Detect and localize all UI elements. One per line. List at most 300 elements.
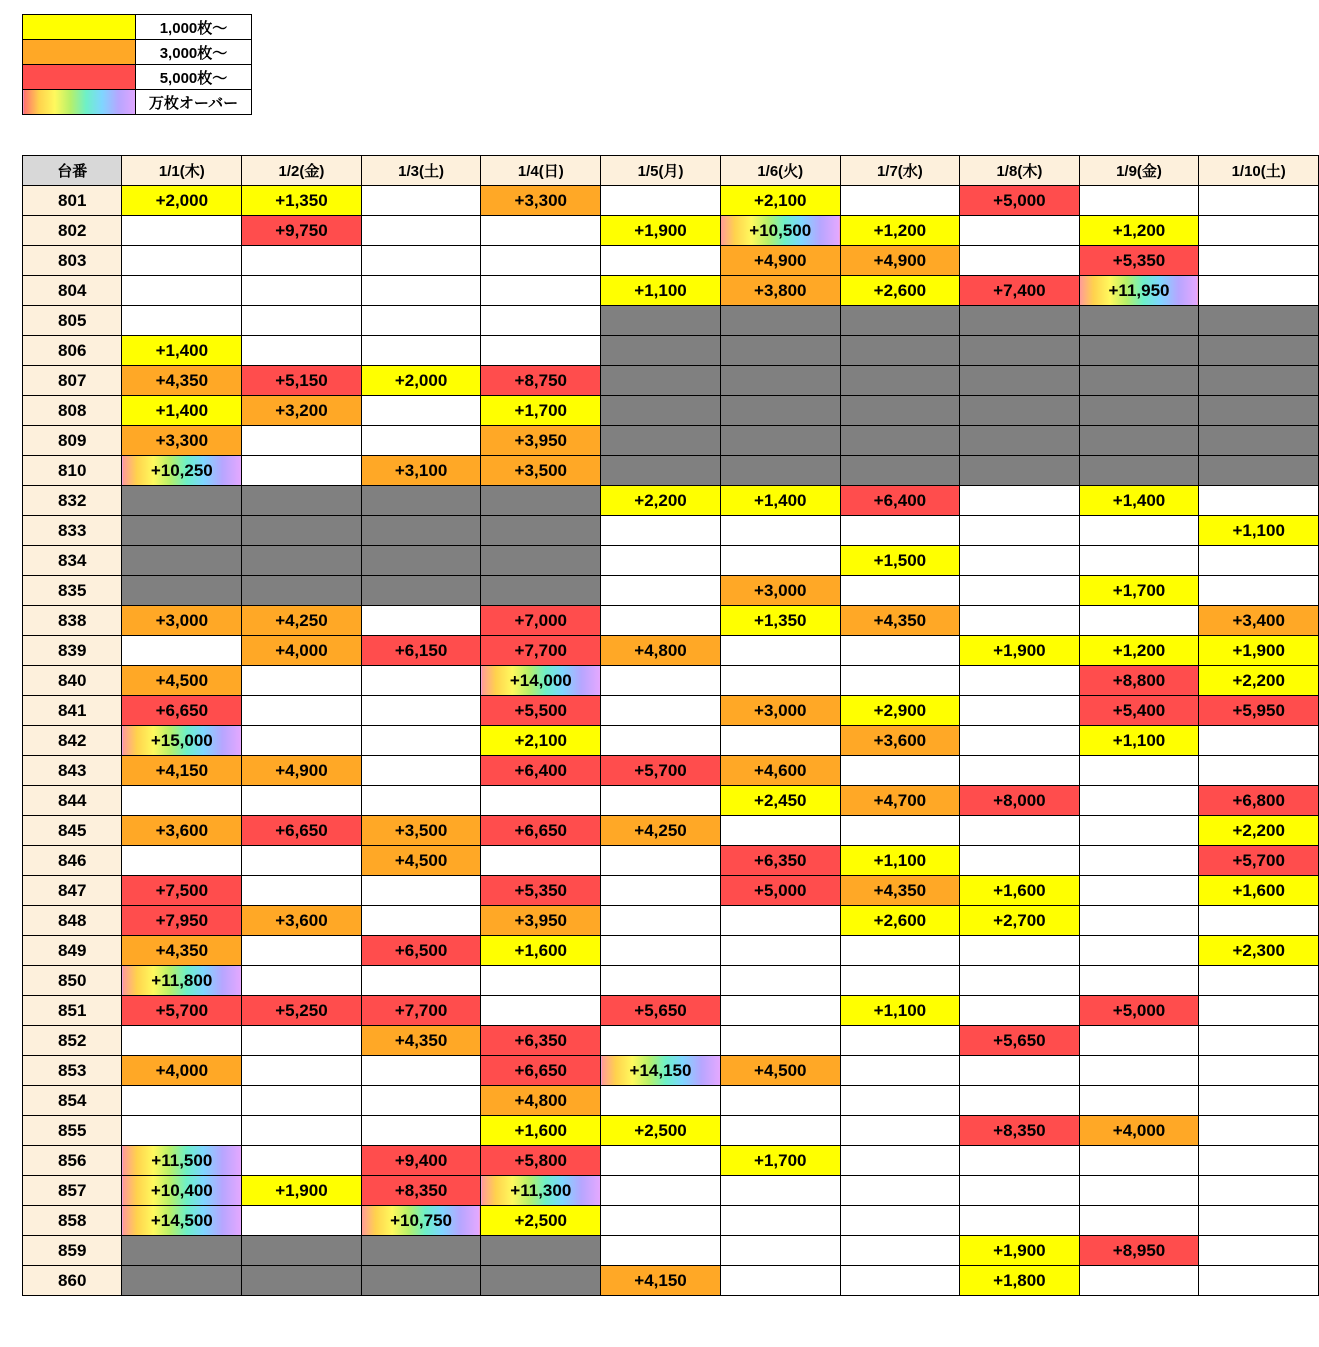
- payout-cell: [1079, 396, 1199, 426]
- payout-cell: [840, 996, 960, 1026]
- payout-cell: [720, 366, 840, 396]
- payout-cell: [1079, 426, 1199, 456]
- payout-value: +8,950: [1112, 1241, 1166, 1260]
- payout-cell: [720, 1026, 840, 1056]
- payout-cell: [481, 666, 601, 696]
- payout-cell: [840, 936, 960, 966]
- payout-cell: [960, 516, 1080, 546]
- payout-value: +1,900: [993, 1241, 1046, 1260]
- payout-cell: [242, 1266, 362, 1296]
- payout-cell: [361, 1146, 481, 1176]
- payout-value: +1,900: [634, 221, 687, 240]
- legend-label: 1,000枚～: [136, 15, 252, 40]
- payout-cell: [960, 456, 1080, 486]
- payout-value: +4,900: [754, 251, 807, 270]
- payout-value: +3,600: [873, 731, 927, 750]
- payout-cell: [840, 636, 960, 666]
- machine-number-cell: 852: [23, 1026, 122, 1056]
- payout-cell: [1079, 216, 1199, 246]
- payout-value: +1,700: [754, 1151, 807, 1170]
- payout-value: +11,300: [510, 1181, 572, 1200]
- payout-value: +5,250: [275, 1001, 328, 1020]
- payout-cell: [481, 336, 601, 366]
- column-header-day-2: 1/2(金): [242, 156, 362, 186]
- payout-value: +3,600: [155, 821, 209, 840]
- payout-cell: [242, 216, 362, 246]
- table-row: [23, 846, 1319, 876]
- payout-value: +6,350: [754, 851, 807, 870]
- table-row: [23, 1236, 1319, 1266]
- payout-cell: [960, 1026, 1080, 1056]
- payout-cell: [1079, 936, 1199, 966]
- payout-cell: [1079, 606, 1199, 636]
- payout-cell: [1079, 1176, 1199, 1206]
- payout-cell: [481, 1056, 601, 1086]
- payout-cell: [601, 246, 721, 276]
- payout-cell: [242, 906, 362, 936]
- payout-cell: [840, 966, 960, 996]
- payout-cell: [122, 1146, 242, 1176]
- payout-cell: [361, 666, 481, 696]
- payout-cell: [361, 336, 481, 366]
- payout-cell: [601, 906, 721, 936]
- payout-cell: [361, 816, 481, 846]
- payout-value: +1,600: [1232, 881, 1285, 900]
- payout-value: +4,350: [873, 881, 927, 900]
- payout-cell: [1079, 1206, 1199, 1236]
- machine-number-cell: 839: [23, 636, 122, 666]
- payout-cell: [960, 486, 1080, 516]
- payout-cell: [361, 726, 481, 756]
- payout-cell: [481, 1176, 601, 1206]
- payout-cell: [601, 996, 721, 1026]
- payout-cell: [1199, 996, 1319, 1026]
- payout-cell: [481, 1146, 601, 1176]
- table-row: [23, 1266, 1319, 1296]
- payout-value: +11,950: [1108, 281, 1170, 300]
- payout-cell: [720, 576, 840, 606]
- payout-cell: [720, 486, 840, 516]
- payout-cell: [720, 876, 840, 906]
- payout-cell: [840, 546, 960, 576]
- payout-value: +8,350: [394, 1181, 448, 1200]
- payout-cell: [481, 786, 601, 816]
- table-row: [23, 666, 1319, 696]
- payout-cell: [1079, 786, 1199, 816]
- payout-value: +3,000: [754, 701, 807, 720]
- payout-cell: [1199, 486, 1319, 516]
- payout-cell: [1199, 396, 1319, 426]
- payout-cell: [1199, 1026, 1319, 1056]
- payout-cell: [601, 1266, 721, 1296]
- payout-cell: [840, 786, 960, 816]
- column-header-day-9: 1/9(金): [1079, 156, 1199, 186]
- payout-cell: [481, 726, 601, 756]
- payout-cell: [720, 456, 840, 486]
- payout-value: +8,800: [1112, 671, 1166, 690]
- payout-cell: [1199, 1056, 1319, 1086]
- payout-cell: [601, 546, 721, 576]
- payout-cell: [242, 936, 362, 966]
- payout-cell: [840, 1146, 960, 1176]
- payout-value: +1,350: [275, 191, 328, 210]
- payout-cell: [1199, 726, 1319, 756]
- payout-cell: [960, 666, 1080, 696]
- table-header-row: [23, 156, 1319, 186]
- payout-cell: [1199, 186, 1319, 216]
- payout-value: +1,200: [1112, 221, 1166, 240]
- machine-number-cell: 805: [23, 306, 122, 336]
- payout-value: +6,400: [514, 761, 568, 780]
- payout-cell: [1199, 636, 1319, 666]
- payout-cell: [840, 726, 960, 756]
- payout-cell: [601, 366, 721, 396]
- table-row: [23, 1086, 1319, 1116]
- payout-cell: [361, 1176, 481, 1206]
- payout-cell: [361, 906, 481, 936]
- payout-cell: [122, 696, 242, 726]
- payout-cell: [960, 1176, 1080, 1206]
- payout-cell: [481, 756, 601, 786]
- payout-cell: [122, 456, 242, 486]
- payout-cell: [840, 906, 960, 936]
- payout-cell: [960, 606, 1080, 636]
- payout-value: +5,650: [634, 1001, 687, 1020]
- payout-cell: [1199, 906, 1319, 936]
- payout-cell: [481, 1266, 601, 1296]
- column-header-day-5: 1/5(月): [601, 156, 721, 186]
- payout-cell: [840, 1026, 960, 1056]
- payout-cell: [481, 276, 601, 306]
- payout-cell: [361, 936, 481, 966]
- table-row: [23, 486, 1319, 516]
- payout-cell: [242, 1146, 362, 1176]
- payout-cell: [1199, 1086, 1319, 1116]
- payout-cell: [601, 696, 721, 726]
- payout-cell: [1079, 456, 1199, 486]
- payout-cell: [242, 1056, 362, 1086]
- payout-value: +7,000: [514, 611, 568, 630]
- payout-cell: [1199, 1116, 1319, 1146]
- payout-cell: [720, 396, 840, 426]
- payout-cell: [960, 756, 1080, 786]
- payout-cell: [1079, 666, 1199, 696]
- payout-value: +4,900: [873, 251, 927, 270]
- machine-number-cell: 843: [23, 756, 122, 786]
- payout-cell: [601, 636, 721, 666]
- payout-value: +2,300: [1232, 941, 1285, 960]
- payout-value: +11,800: [151, 971, 213, 990]
- payout-value: +1,600: [993, 881, 1046, 900]
- payout-cell: [601, 306, 721, 336]
- payout-cell: [122, 216, 242, 246]
- payout-value: +1,400: [155, 341, 209, 360]
- payout-cell: [840, 1116, 960, 1146]
- legend-row: [23, 90, 252, 115]
- payout-cell: [481, 576, 601, 606]
- payout-value: +2,500: [514, 1211, 568, 1230]
- payout-cell: [1079, 906, 1199, 936]
- payout-cell: [840, 336, 960, 366]
- payout-cell: [122, 1236, 242, 1266]
- payout-cell: [840, 186, 960, 216]
- payout-value: +4,700: [873, 791, 927, 810]
- payout-value: +1,900: [275, 1181, 328, 1200]
- payout-cell: [122, 186, 242, 216]
- payout-value: +1,200: [1112, 641, 1166, 660]
- payout-value: +10,500: [749, 221, 812, 240]
- payout-cell: [601, 1026, 721, 1056]
- payout-cell: [1199, 366, 1319, 396]
- payout-value: +6,350: [514, 1031, 568, 1050]
- payout-cell: [601, 396, 721, 426]
- payout-cell: [1199, 456, 1319, 486]
- payout-cell: [122, 1026, 242, 1056]
- payout-cell: [242, 636, 362, 666]
- payout-cell: [840, 516, 960, 546]
- payout-cell: [720, 936, 840, 966]
- machine-number-cell: 833: [23, 516, 122, 546]
- payout-value: +1,600: [514, 941, 568, 960]
- payout-cell: [1199, 276, 1319, 306]
- payout-cell: [481, 1026, 601, 1056]
- table-row: [23, 276, 1319, 306]
- payout-cell: [242, 186, 362, 216]
- payout-cell: [720, 846, 840, 876]
- payout-cell: [1079, 486, 1199, 516]
- legend-swatch-yellow: [23, 15, 136, 40]
- payout-value: +6,650: [155, 701, 209, 720]
- payout-value: +6,650: [275, 821, 328, 840]
- payout-cell: [960, 936, 1080, 966]
- payout-cell: [960, 246, 1080, 276]
- payout-cell: [1079, 696, 1199, 726]
- payout-cell: [242, 966, 362, 996]
- machine-number-cell: 840: [23, 666, 122, 696]
- machine-number-cell: 850: [23, 966, 122, 996]
- payout-cell: [960, 396, 1080, 426]
- payout-cell: [122, 426, 242, 456]
- table-row: [23, 786, 1319, 816]
- payout-value: +1,700: [1112, 581, 1166, 600]
- payout-cell: [1199, 666, 1319, 696]
- payout-cell: [960, 966, 1080, 996]
- payout-cell: [481, 636, 601, 666]
- payout-value: +9,400: [394, 1151, 448, 1170]
- payout-cell: [361, 996, 481, 1026]
- payout-value: +6,400: [873, 491, 927, 510]
- payout-cell: [242, 726, 362, 756]
- payout-cell: [122, 1266, 242, 1296]
- payout-value: +14,000: [509, 671, 572, 690]
- payout-cell: [361, 1026, 481, 1056]
- payout-value: +1,800: [993, 1271, 1046, 1290]
- payout-cell: [1079, 1146, 1199, 1176]
- payout-cell: [361, 966, 481, 996]
- payout-cell: [242, 756, 362, 786]
- payout-cell: [242, 666, 362, 696]
- payout-cell: [960, 816, 1080, 846]
- payout-value: +1,900: [1232, 641, 1285, 660]
- payout-value: +2,100: [514, 731, 568, 750]
- payout-cell: [960, 1146, 1080, 1176]
- payout-value: +3,600: [275, 911, 328, 930]
- payout-cell: [1079, 336, 1199, 366]
- payout-value: +2,700: [993, 911, 1046, 930]
- payout-cell: [481, 606, 601, 636]
- payout-cell: [1079, 186, 1199, 216]
- machine-number-cell: 834: [23, 546, 122, 576]
- payout-value: +5,700: [155, 1001, 209, 1020]
- payout-cell: [122, 336, 242, 366]
- payout-cell: [720, 516, 840, 546]
- payout-cell: [840, 306, 960, 336]
- payout-cell: [122, 366, 242, 396]
- column-header-day-8: 1/8(木): [960, 156, 1080, 186]
- payout-cell: [242, 1086, 362, 1116]
- table-row: [23, 1176, 1319, 1206]
- payout-cell: [840, 396, 960, 426]
- payout-cell: [1199, 306, 1319, 336]
- payout-value: +7,950: [155, 911, 209, 930]
- payout-cell: [361, 216, 481, 246]
- payout-cell: [242, 696, 362, 726]
- machine-number-cell: 807: [23, 366, 122, 396]
- payout-cell: [601, 1116, 721, 1146]
- table-row: [23, 216, 1319, 246]
- payout-cell: [1199, 576, 1319, 606]
- payout-cell: [361, 276, 481, 306]
- payout-value: +1,400: [1112, 491, 1166, 510]
- payout-value: +10,250: [150, 461, 213, 480]
- payout-value: +3,800: [754, 281, 807, 300]
- payout-cell: [840, 276, 960, 306]
- column-header-day-6: 1/6(火): [720, 156, 840, 186]
- payout-value: +5,700: [634, 761, 687, 780]
- payout-cell: [1199, 846, 1319, 876]
- payout-cell: [960, 366, 1080, 396]
- payout-value: +4,500: [155, 671, 209, 690]
- payout-value: +9,750: [275, 221, 328, 240]
- payout-cell: [242, 576, 362, 606]
- payout-cell: [720, 906, 840, 936]
- payout-cell: [960, 1236, 1080, 1266]
- payout-cell: [1199, 1266, 1319, 1296]
- payout-cell: [720, 1086, 840, 1116]
- payout-cell: [122, 306, 242, 336]
- payout-value: +3,000: [754, 581, 807, 600]
- payout-value: +3,950: [514, 431, 568, 450]
- payout-cell: [361, 1236, 481, 1266]
- payout-value: +5,500: [514, 701, 568, 720]
- payout-value: +4,000: [275, 641, 328, 660]
- payout-cell: [601, 516, 721, 546]
- payout-cell: [1199, 246, 1319, 276]
- payout-value: +5,150: [275, 371, 328, 390]
- machine-number-cell: 844: [23, 786, 122, 816]
- payout-cell: [1199, 756, 1319, 786]
- payout-cell: [481, 816, 601, 846]
- column-header-day-4: 1/4(日): [481, 156, 601, 186]
- payout-value: +2,200: [1232, 671, 1285, 690]
- column-header-machine-number: 台番: [23, 156, 122, 186]
- payout-cell: [361, 1056, 481, 1086]
- payout-cell: [840, 486, 960, 516]
- machine-number-cell: 853: [23, 1056, 122, 1086]
- payout-cell: [361, 546, 481, 576]
- payout-value: +3,000: [155, 611, 209, 630]
- table-row: [23, 1206, 1319, 1236]
- table-row: [23, 1056, 1319, 1086]
- payout-cell: [720, 966, 840, 996]
- payout-cell: [960, 276, 1080, 306]
- machine-number-cell: 846: [23, 846, 122, 876]
- payout-value: +2,500: [634, 1121, 687, 1140]
- payout-value: +6,150: [394, 641, 448, 660]
- machine-number-cell: 806: [23, 336, 122, 366]
- payout-cell: [720, 336, 840, 366]
- payout-cell: [122, 636, 242, 666]
- payout-cell: [1199, 786, 1319, 816]
- table-row: [23, 906, 1319, 936]
- payout-cell: [242, 246, 362, 276]
- payout-cell: [1079, 756, 1199, 786]
- payout-value: +4,150: [634, 1271, 687, 1290]
- payout-cell: [601, 966, 721, 996]
- payout-value: +4,500: [394, 851, 448, 870]
- machine-history-table: [22, 155, 1319, 1296]
- payout-value: +7,700: [394, 1001, 448, 1020]
- machine-number-cell: 808: [23, 396, 122, 426]
- payout-cell: [720, 786, 840, 816]
- legend-row: [23, 40, 252, 65]
- column-header-day-1: 1/1(木): [122, 156, 242, 186]
- machine-number-cell: 859: [23, 1236, 122, 1266]
- payout-value: +2,600: [873, 281, 927, 300]
- machine-number-cell: 832: [23, 486, 122, 516]
- payout-value: +5,350: [1112, 251, 1166, 270]
- table-row: [23, 726, 1319, 756]
- payout-cell: [601, 576, 721, 606]
- payout-value: +4,350: [873, 611, 927, 630]
- payout-cell: [840, 456, 960, 486]
- payout-cell: [720, 816, 840, 846]
- table-row: [23, 306, 1319, 336]
- payout-cell: [361, 876, 481, 906]
- payout-cell: [361, 306, 481, 336]
- payout-cell: [960, 786, 1080, 816]
- payout-cell: [1079, 816, 1199, 846]
- payout-cell: [481, 486, 601, 516]
- column-header-day-3: 1/3(土): [361, 156, 481, 186]
- payout-cell: [242, 1236, 362, 1266]
- payout-cell: [720, 696, 840, 726]
- payout-cell: [960, 1086, 1080, 1116]
- payout-cell: [840, 876, 960, 906]
- payout-cell: [1079, 1236, 1199, 1266]
- payout-cell: [601, 756, 721, 786]
- payout-cell: [122, 666, 242, 696]
- payout-cell: [720, 1056, 840, 1086]
- machine-number-cell: 803: [23, 246, 122, 276]
- payout-cell: [122, 996, 242, 1026]
- payout-cell: [481, 516, 601, 546]
- payout-cell: [601, 336, 721, 366]
- payout-cell: [481, 1116, 601, 1146]
- payout-cell: [361, 606, 481, 636]
- payout-value: +3,950: [514, 911, 568, 930]
- payout-cell: [481, 246, 601, 276]
